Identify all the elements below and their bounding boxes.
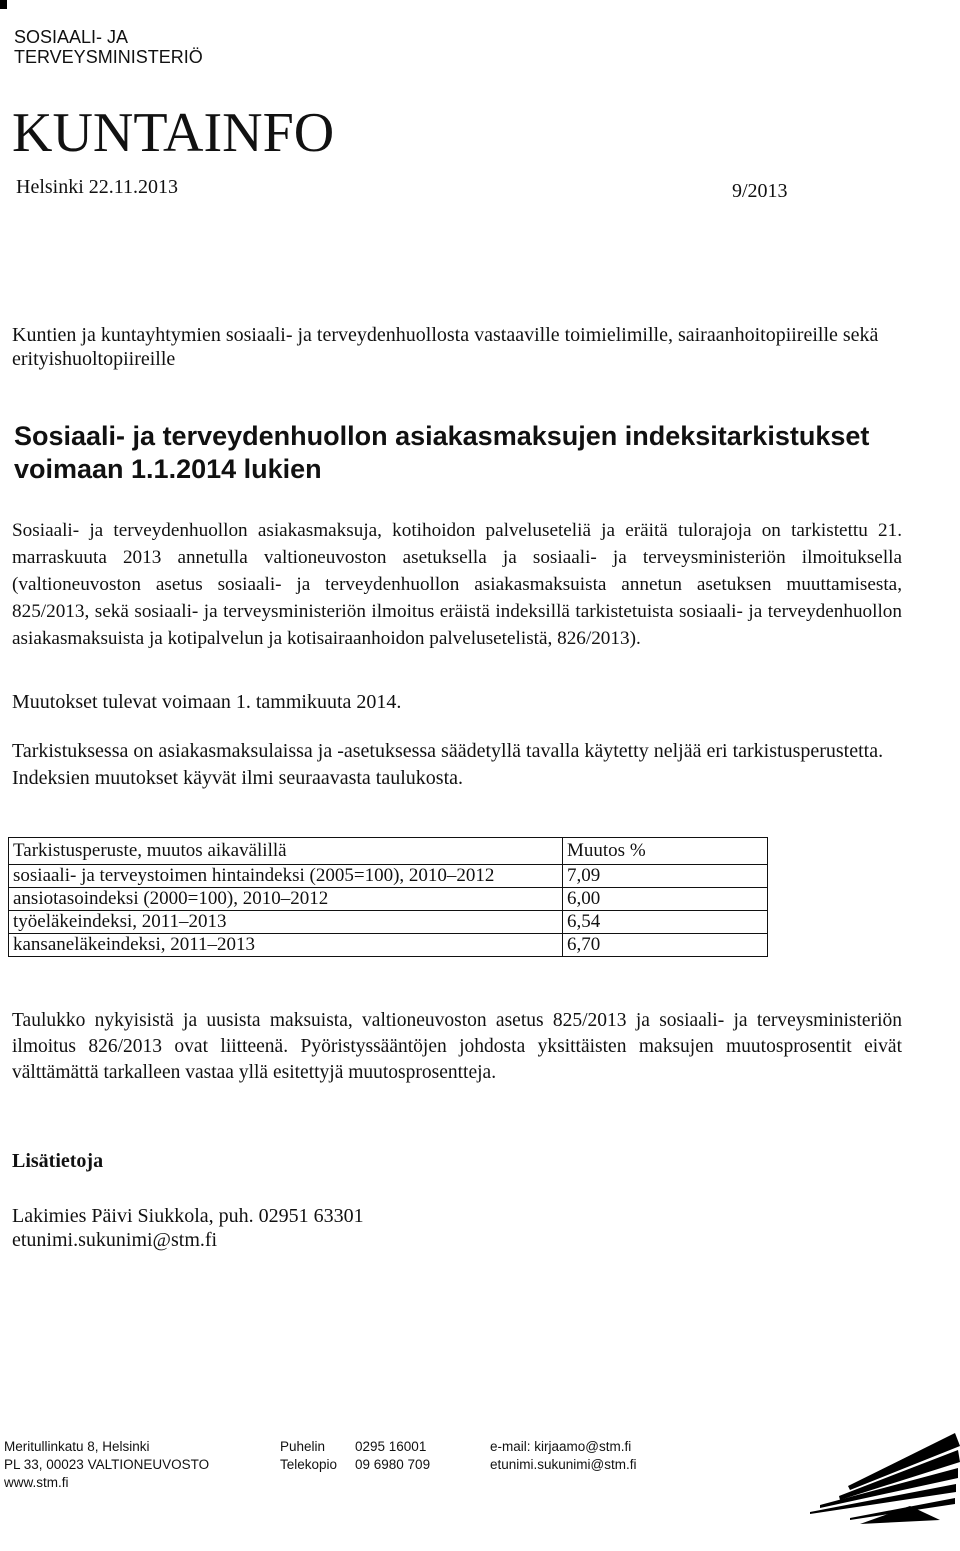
email-registry[interactable]: e-mail: kirjaamo@stm.fi xyxy=(490,1439,632,1454)
document-title: KUNTAINFO xyxy=(12,102,335,164)
paragraph-1: Sosiaali- ja terveydenhuollon asiakasmaksuja, kotihoidon palveluseteliä ja eräitä tulorajoja on tarkistettu 21. marraskuuta 2013 annetulla valtioneuvoston asetuksella ja sosiaali- ja terveysministeriön ilmoituksella (valtioneuvoston asetus sosiaali- ja terveydenhuollon asiakasmaksuista annetun asetuksen muuttamisesta, 825/2013, sekä sosiaali- ja terveysministeriön ilmoitus eräistä indeksillä tarkistetuista sosiaali- ja terveydenhuollon asiakasmaksuista ja kotipalvelun ja kotisairaanhoidon palvelusetelistä, 826/2013). xyxy=(12,520,902,649)
footer-labels xyxy=(280,1438,337,1474)
footer-website[interactable]: www.stm.fi xyxy=(4,1475,69,1490)
footer-address xyxy=(4,1438,209,1492)
table-header-cell: Tarkistusperuste, muutos aikavälillä xyxy=(9,838,563,865)
table-header-cell: Muutos % xyxy=(563,838,768,865)
paragraph-4: Taulukko nykyisistä ja uusista maksuista, valtioneuvoston asetus 825/2013 ja sosiaali- ja terveysministeriön ilmoitus 826/2013 ovat liitteenä. Pyöristyssääntöjen johdosta yksittäisten maksujen muutosprosentit eivät välttämättä tarkalleen vastaa yllä esitettyjä muutosprosentteja. xyxy=(12,1010,902,1083)
table-cell: 6,00 xyxy=(563,888,768,911)
more-info-heading: Lisätietoja xyxy=(12,1150,104,1172)
headline: Sosiaali- ja terveydenhuollon asiakasmaksujen indeksitarkistukset voimaan 1.1.2014 lukien xyxy=(14,421,870,484)
table-cell: 6,70 xyxy=(563,934,768,957)
table-cell: 6,54 xyxy=(563,911,768,934)
table-row xyxy=(9,911,768,934)
ministry-line-1: SOSIAALI- JA xyxy=(14,27,129,47)
phone-number: 0295 16001 xyxy=(355,1439,427,1454)
table-row xyxy=(9,934,768,957)
table-cell: 7,09 xyxy=(563,865,768,888)
table-cell: työeläkeindeksi, 2011–2013 xyxy=(9,911,563,934)
contact-email[interactable]: etunimi.sukunimi@stm.fi xyxy=(12,1229,218,1251)
contact-info xyxy=(12,1204,364,1252)
table-row xyxy=(9,888,768,911)
table-cell: sosiaali- ja terveystoimen hintaindeksi (2005=100), 2010–2012 xyxy=(9,865,563,888)
ministry-name xyxy=(14,27,203,67)
corner-mark xyxy=(0,0,7,9)
footer-email xyxy=(490,1438,637,1474)
table-header-row xyxy=(9,838,768,865)
table-cell: kansaneläkeindeksi, 2011–2013 xyxy=(9,934,563,957)
paragraph-2: Muutokset tulevat voimaan 1. tammikuuta 2014. xyxy=(12,691,402,713)
index-table xyxy=(8,837,768,957)
fax-label: Telekopio xyxy=(280,1457,338,1472)
footer-numbers xyxy=(355,1438,430,1474)
footer-po-box: PL 33, 00023 VALTIONEUVOSTO xyxy=(4,1457,210,1472)
fax-number: 09 6980 709 xyxy=(355,1457,431,1472)
footer-street: Meritullinkatu 8, Helsinki xyxy=(4,1439,150,1454)
contact-name-phone: Lakimies Päivi Siukkola, puh. 02951 63301 xyxy=(12,1205,364,1227)
table-cell: ansiotasoindeksi (2000=100), 2010–2012 xyxy=(9,888,563,911)
ministry-logo-icon xyxy=(700,1428,960,1528)
table-row xyxy=(9,865,768,888)
email-personal[interactable]: etunimi.sukunimi@stm.fi xyxy=(490,1457,637,1472)
place-date: Helsinki 22.11.2013 xyxy=(16,176,179,198)
recipients: Kuntien ja kuntayhtymien sosiaali- ja terveydenhuollosta vastaaville toimielimille, sairaanhoitopiireille sekä erityishuoltopiireille xyxy=(12,324,879,370)
ministry-line-2: TERVEYSMINISTERIÖ xyxy=(14,47,203,67)
paragraph-3: Tarkistuksessa on asiakasmaksulaissa ja -asetuksessa säädetyllä tavalla käytetty neljää eri tarkistusperustetta. Indeksien muutokset käyvät ilmi seuraavasta taulukosta. xyxy=(12,740,884,789)
issue-number: 9/2013 xyxy=(732,180,788,202)
phone-label: Puhelin xyxy=(280,1439,326,1454)
